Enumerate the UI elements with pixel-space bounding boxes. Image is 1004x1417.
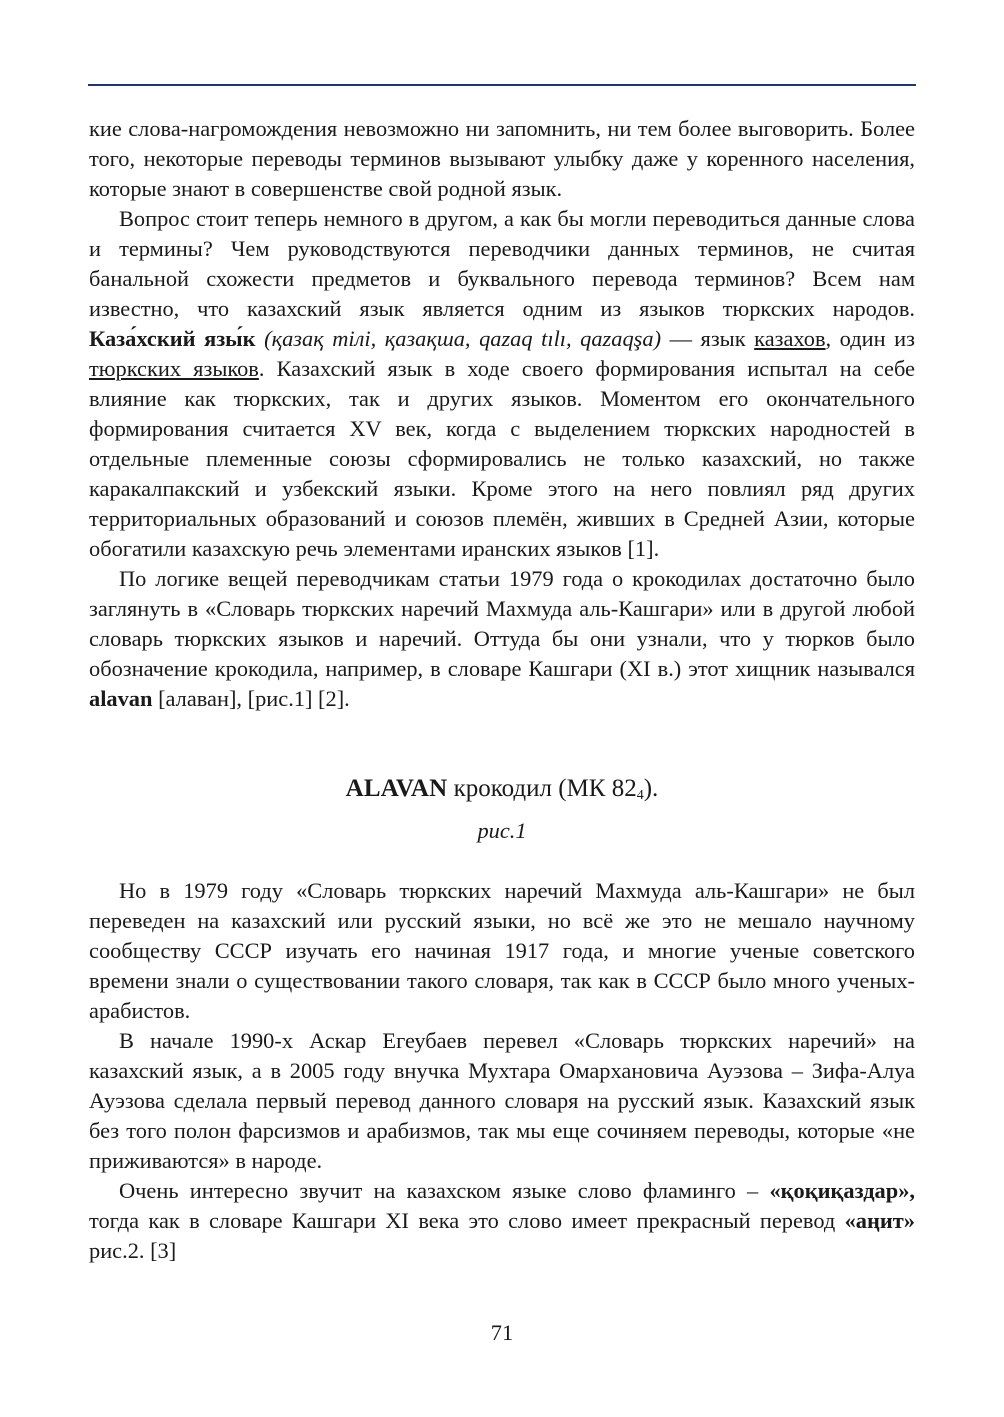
paragraph-logic (89, 564, 915, 714)
paragraph-logic-text: По логике вещей переводчикам статьи 1979 года о крокодилах достаточно было заглянуть в «Словарь тюркских наречий Махмуда аль-Кашгари» или в другой любой словарь тюркских языков и наречий. Оттуда бы они узнали, что у тюрков было обозначение крокодила, например, в словаре Кашгари (XI в.) этот хищник назывался (89, 566, 915, 681)
paragraph-question (89, 204, 915, 564)
header-rule (88, 84, 916, 86)
paragraph-question-text: Вопрос стоит теперь немного в другом, а как бы могли переводиться данные слова и термины? Чем руководствуются переводчики данных терминов, не считая банальной схожести предметов и буквального перевода терминов? Всем нам известно, что казахский язык является одним из языков тюркских народов. (89, 206, 915, 321)
page-number: 71 (490, 1320, 514, 1345)
paragraph-flamingo-end: рис.2. [3] (89, 1238, 177, 1263)
text-comma: , один из (825, 326, 915, 351)
paragraph-flamingo-mid: тогда как в словаре Кашгари XI века это слово имеет прекрасный перевод (89, 1208, 845, 1233)
link-kazakhs[interactable]: казахов (754, 326, 826, 351)
figure-caption: рис.1 (477, 818, 527, 843)
term-kazakh-language: Каза́хский язы́к (89, 326, 256, 351)
figure-1 (0, 773, 1004, 805)
term-alavan: alavan (89, 686, 153, 711)
term-qoqiqazdar: «қоқиқаздар», (769, 1178, 915, 1203)
paragraph-formation-text: . Казахский язык в ходе своего формирования испытал на себе влияние как тюркских, так и других языков. Моментом его окончательного формирования считается XV век, когда с выделением тюркских народностей в отдельные племенные союзы сформировались не только казахский, но также каракалпакский и узбекский языки. Кроме этого на него повлиял ряд других территориальных образований и союзов племён, живших в Средней Азии, которые обогатили казахскую речь элементами иранских языков [1]. (89, 356, 915, 561)
text-block-bottom (89, 876, 915, 1266)
term-anit: «аңит» (844, 1208, 915, 1233)
figure-subscript: 4 (636, 788, 644, 803)
figure-gloss: крокодил (МК 82 (447, 775, 637, 802)
term-kazakh-variants: (қазақ тілі, қазақша, qazaq tılı, qazaqşa) (264, 326, 662, 351)
paragraph-continuation: кие слова-нагромождения невозможно ни запомнить, ни тем более выговорить. Более того, некоторые переводы терминов вызывают улыбку даже у коренного населения, которые знают в совершенстве свой родной язык. (89, 116, 915, 201)
paragraph-1979: Но в 1979 году «Словарь тюркских наречий Махмуда аль-Кашгари» не был переведен на казахский или русский языки, но всё же это не мешало научному сообществу СССР изучать его начиная 1917 года, и многие ученые советского времени знали о существовании такого словаря, так как в СССР было много ученых-арабистов. (89, 878, 915, 1023)
paragraph-flamingo (89, 1176, 915, 1266)
text-block-top (89, 114, 915, 714)
link-turkic-languages[interactable]: тюркских языков (89, 356, 259, 381)
figure-word-alavan: ALAVAN (345, 775, 448, 802)
paragraph-flamingo-start: Очень интересно звучит на казахском языке слово фламинго – (119, 1178, 770, 1203)
paragraph-translation: В начале 1990-х Аскар Егеубаев перевел «Словарь тюркских наречий» на казахский язык, а в 2005 году внучка Мухтара Омархановича Ауэзова – Зифа-Алуа Ауэзова сделала первый перевод данного словаря на русский язык. Казахский язык без того полон фарсизмов и арабизмов, так мы еще сочиняем переводы, которые «не приживаются» в народе. (89, 1028, 915, 1173)
figure-close: ). (643, 775, 659, 802)
paragraph-logic-end: [алаван], [рис.1] [2]. (152, 686, 350, 711)
text-dash: — язык (661, 326, 755, 351)
